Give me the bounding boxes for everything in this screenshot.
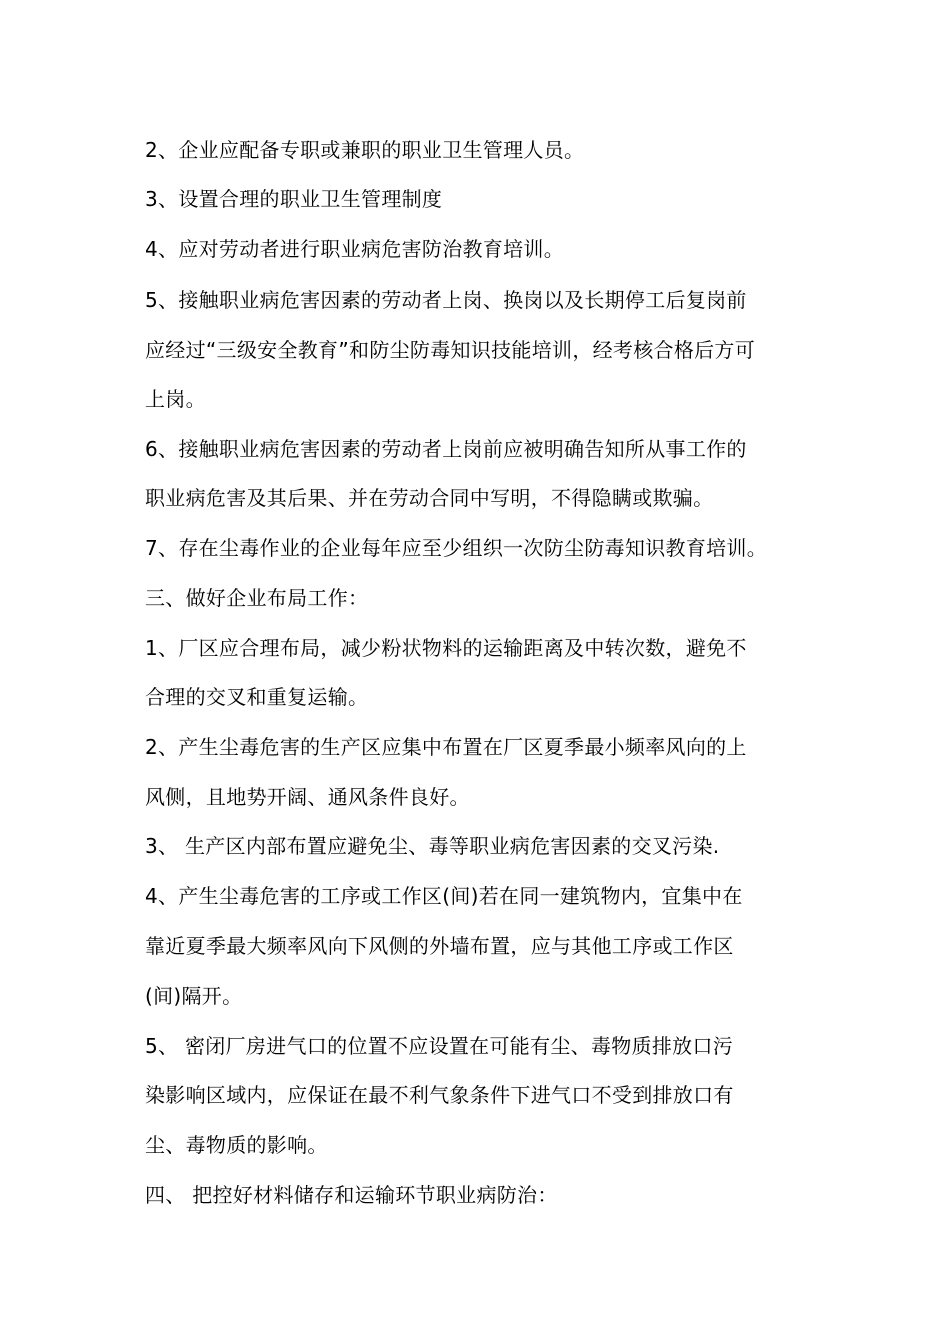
text-line-item-5-part1: 5、接触职业病危害因素的劳动者上岗、换岗以及长期停工后复岗前 xyxy=(145,288,747,312)
text-line-layout-4-part2: 靠近夏季最大频率风向下风侧的外墙布置，应与其他工序或工作区 xyxy=(145,934,734,958)
text-line-layout-4-part3: (间)隔开。 xyxy=(145,984,243,1008)
text-line-layout-2-part2: 风侧，且地势开阔、通风条件良好。 xyxy=(145,785,470,809)
text-line-item-6-part2: 职业病危害及其后果、并在劳动合同中写明，不得隐瞒或欺骗。 xyxy=(145,486,714,510)
text-line-item-6-part1: 6、接触职业病危害因素的劳动者上岗前应被明确告知所从事工作的 xyxy=(145,437,747,461)
text-line-layout-4-part1: 4、产生尘毒危害的工序或工作区(间)若在同一建筑物内，宜集中在 xyxy=(145,884,743,908)
text-line-item-3: 3、设置合理的职业卫生管理制度 xyxy=(145,187,443,211)
section-heading-4: 四、 把控好材料储存和运输环节职业病防治： xyxy=(145,1183,558,1207)
text-line-layout-3: 3、 生产区内部布置应避免尘、毒等职业病危害因素的交叉污染. xyxy=(145,834,720,858)
text-line-layout-5-part1: 5、 密闭厂房进气口的位置不应设置在可能有尘、毒物质排放口污 xyxy=(145,1034,734,1058)
text-line-item-7: 7、存在尘毒作业的企业每年应至少组织一次防尘防毒知识教育培训。 xyxy=(145,536,768,560)
text-line-item-5-part2: 应经过“三级安全教育”和防尘防毒知识技能培训，经考核合格后方可 xyxy=(145,338,756,362)
text-line-layout-1-part2: 合理的交叉和重复运输。 xyxy=(145,685,369,709)
text-line-layout-2-part1: 2、产生尘毒危害的生产区应集中布置在厂区夏季最小频率风向的上 xyxy=(145,735,747,759)
text-line-item-5-part3: 上岗。 xyxy=(145,387,206,411)
text-line-item-4: 4、应对劳动者进行职业病危害防治教育培训。 xyxy=(145,237,565,261)
text-line-item-2: 2、企业应配备专职或兼职的职业卫生管理人员。 xyxy=(145,138,585,162)
text-line-layout-5-part2: 染影响区域内，应保证在最不利气象条件下进气口不受到排放口有 xyxy=(145,1083,734,1107)
text-line-layout-5-part3: 尘、毒物质的影响。 xyxy=(145,1133,328,1157)
section-heading-3: 三、做好企业布局工作： xyxy=(145,586,369,610)
text-line-layout-1-part1: 1、厂区应合理布局，减少粉状物料的运输距离及中转次数，避免不 xyxy=(145,636,747,660)
